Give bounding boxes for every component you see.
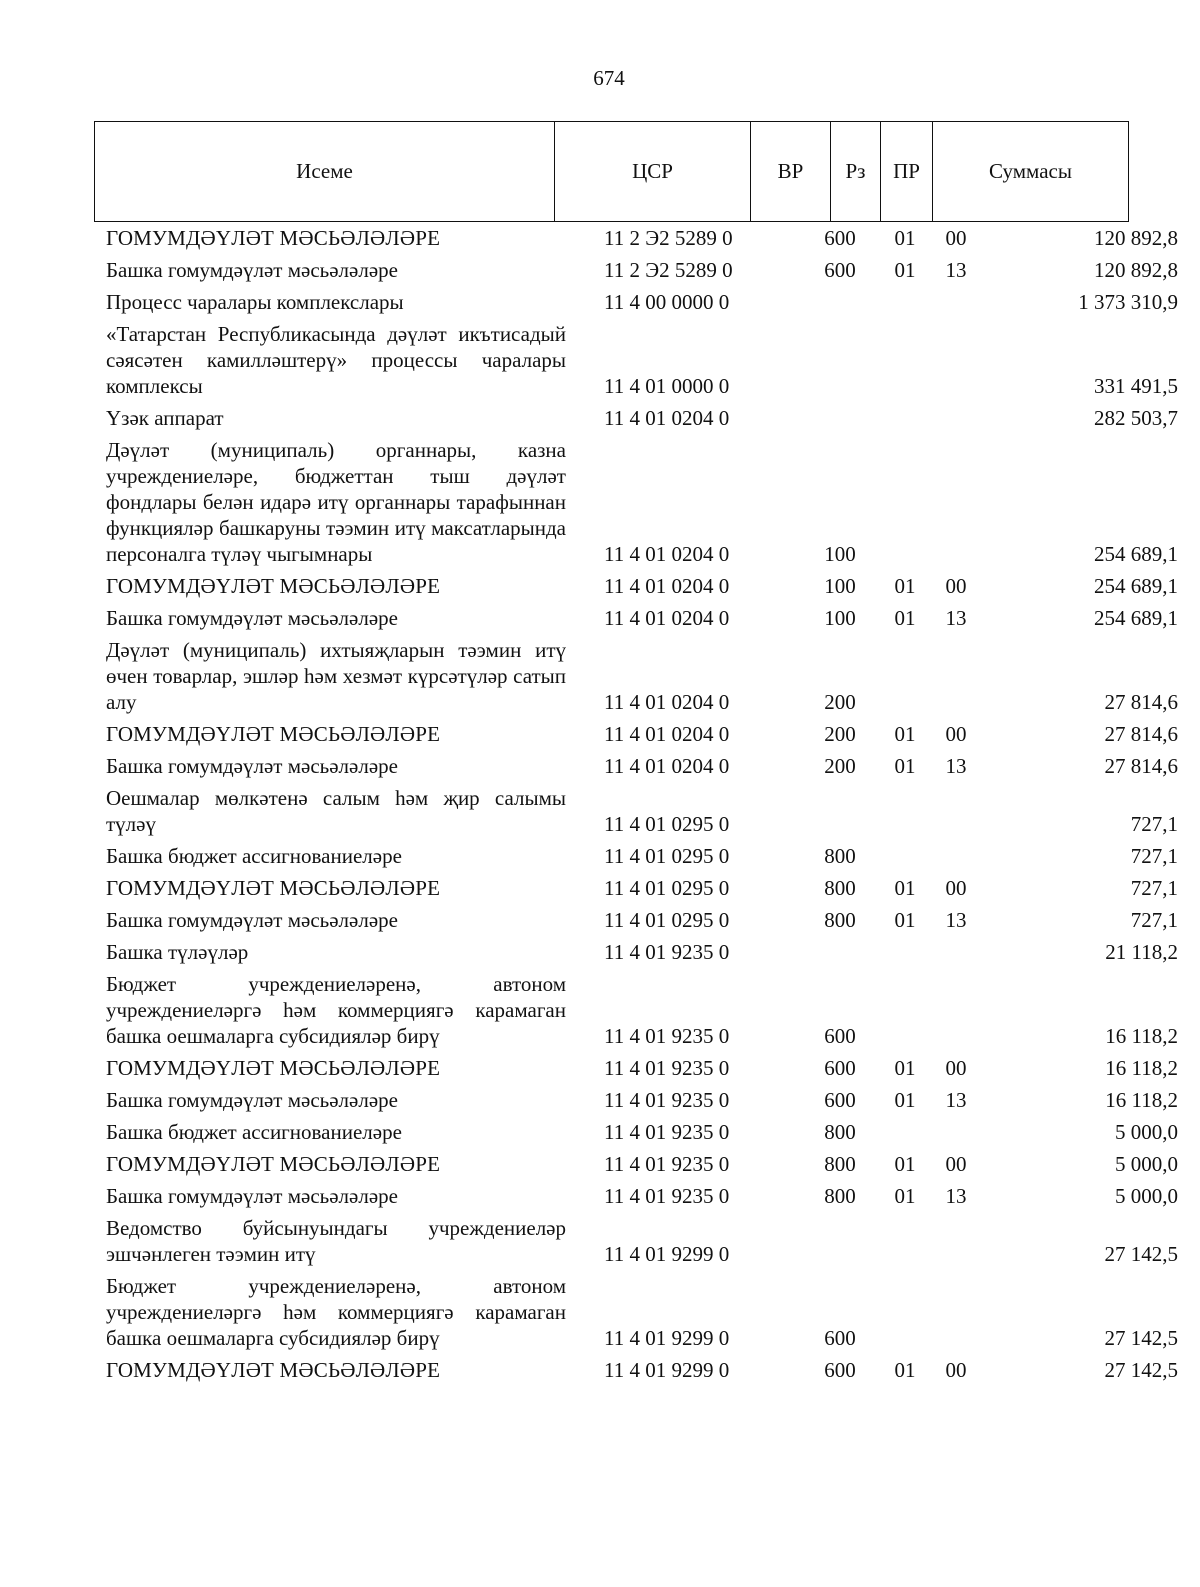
- row-rz: 01: [894, 574, 916, 598]
- row-sum: 27 814,6: [1104, 754, 1178, 778]
- row-pr: 13: [945, 1184, 967, 1208]
- row-pr: 13: [945, 908, 967, 932]
- row-sum: 21 118,2: [1105, 940, 1178, 964]
- row-sum: 254 689,1: [1094, 606, 1178, 630]
- row-name: Дәүләт (муниципаль) ихтыяҗларын тәэмин итү өчен товарлар, эшләр һәм хезмәт күрсәтүләр сатып алу: [106, 638, 566, 714]
- row-sum: 5 000,0: [1115, 1120, 1178, 1144]
- table-row: [94, 634, 1184, 718]
- row-csr: 11 4 01 0295 0: [604, 844, 730, 868]
- row-pr: 00: [945, 1358, 967, 1382]
- row-name: Башка гомумдәүләт мәсьәләләре: [106, 754, 398, 778]
- row-csr: 11 4 01 9299 0: [604, 1358, 730, 1382]
- table-row: [94, 1270, 1184, 1354]
- row-vr: 600: [824, 1024, 856, 1048]
- row-name: ГОМУМДӘҮЛӘТ МӘСЬӘЛӘЛӘРЕ: [106, 1358, 441, 1382]
- row-pr: 00: [945, 876, 967, 900]
- row-csr: 11 4 01 9299 0: [604, 1326, 730, 1350]
- row-csr: 11 4 01 0204 0: [604, 754, 730, 778]
- row-sum: 282 503,7: [1094, 406, 1178, 430]
- row-rz: [880, 318, 930, 402]
- row-sum: 1 373 310,9: [1078, 290, 1178, 314]
- row-pr: [930, 1270, 982, 1354]
- row-name: Бюджет учреждениеләренә, автоном учреждениеләргә һәм коммерциягә карамаган башка оешмаларга субсидияләр бирү: [106, 972, 566, 1048]
- table-row: [94, 222, 1184, 254]
- row-csr: 11 4 00 0000 0: [604, 290, 730, 314]
- row-pr: [930, 782, 982, 840]
- row-sum: 5 000,0: [1115, 1184, 1178, 1208]
- row-vr: 100: [824, 606, 856, 630]
- row-pr: 13: [945, 606, 967, 630]
- row-name: Процесс чаралары комплекслары: [106, 290, 404, 314]
- row-vr: 100: [824, 542, 856, 566]
- row-sum: 27 142,5: [1104, 1326, 1178, 1350]
- row-name: Башка бюджет ассигнованиеләре: [106, 844, 402, 868]
- row-sum: 120 892,8: [1094, 226, 1178, 250]
- row-rz: [880, 782, 930, 840]
- row-vr: 800: [824, 1120, 856, 1144]
- row-csr: 11 4 01 9235 0: [604, 1088, 730, 1112]
- row-pr: [930, 402, 982, 434]
- row-rz: 01: [894, 754, 916, 778]
- row-vr: [800, 286, 880, 318]
- row-pr: 00: [945, 722, 967, 746]
- row-sum: 16 118,2: [1105, 1056, 1178, 1080]
- table-row: [94, 286, 1184, 318]
- row-csr: 11 4 01 0295 0: [604, 876, 730, 900]
- table-row: [94, 904, 1184, 936]
- row-name: Башка гомумдәүләт мәсьәләләре: [106, 606, 398, 630]
- row-sum: 16 118,2: [1105, 1088, 1178, 1112]
- row-sum: 727,1: [1130, 812, 1178, 836]
- row-csr: 11 4 01 0204 0: [604, 690, 730, 714]
- row-pr: [930, 434, 982, 570]
- row-vr: 600: [824, 1088, 856, 1112]
- row-sum: 27 142,5: [1104, 1242, 1178, 1266]
- table-row: [94, 1212, 1184, 1270]
- row-vr: 600: [824, 1326, 856, 1350]
- row-vr: [800, 402, 880, 434]
- row-rz: [880, 936, 930, 968]
- row-sum: 5 000,0: [1115, 1152, 1178, 1176]
- budget-table: [94, 222, 1184, 1386]
- row-vr: 800: [824, 844, 856, 868]
- row-rz: [880, 434, 930, 570]
- row-csr: 11 4 01 0295 0: [604, 812, 730, 836]
- table-row: [94, 872, 1184, 904]
- table-row: [94, 1052, 1184, 1084]
- table-body: [94, 222, 1184, 1386]
- row-csr: 11 2 Э2 5289 0: [604, 258, 733, 282]
- row-name: ГОМУМДӘҮЛӘТ МӘСЬӘЛӘЛӘРЕ: [106, 226, 441, 250]
- row-name: Башка гомумдәүләт мәсьәләләре: [106, 1184, 398, 1208]
- row-vr: 600: [824, 1358, 856, 1382]
- row-pr: [930, 634, 982, 718]
- row-vr: 600: [824, 258, 856, 282]
- column-header-name: Исеме: [95, 122, 555, 222]
- table-row: [94, 434, 1184, 570]
- row-csr: 11 4 01 0204 0: [604, 542, 730, 566]
- table-row: [94, 1116, 1184, 1148]
- row-vr: [800, 936, 880, 968]
- row-csr: 11 4 01 9299 0: [604, 1242, 730, 1266]
- row-sum: 727,1: [1130, 908, 1178, 932]
- row-name: Бюджет учреждениеләренә, автоном учреждениеләргә һәм коммерциягә карамаган башка оешмаларга субсидияләр бирү: [106, 1274, 566, 1350]
- row-vr: [800, 782, 880, 840]
- row-name: Башка гомумдәүләт мәсьәләләре: [106, 908, 398, 932]
- row-name: «Татарстан Республикасында дәүләт икътисадый сәясәтен камилләштерү» процессы чаралары комплексы: [106, 322, 566, 398]
- row-name: ГОМУМДӘҮЛӘТ МӘСЬӘЛӘЛӘРЕ: [106, 574, 441, 598]
- table-row: [94, 402, 1184, 434]
- column-header-vr: ВР: [751, 122, 831, 222]
- row-vr: 800: [824, 1152, 856, 1176]
- row-name: Оешмалар мөлкәтенә салым һәм җир салымы түләү: [106, 786, 566, 836]
- row-pr: 13: [945, 258, 967, 282]
- table-row: [94, 750, 1184, 782]
- row-rz: [880, 1116, 930, 1148]
- row-vr: [800, 1212, 880, 1270]
- row-vr: 100: [824, 574, 856, 598]
- column-header-pr: ПР: [881, 122, 933, 222]
- row-vr: 200: [824, 754, 856, 778]
- row-sum: 331 491,5: [1094, 374, 1178, 398]
- row-pr: [930, 318, 982, 402]
- row-pr: [930, 1116, 982, 1148]
- row-csr: 11 4 01 0204 0: [604, 722, 730, 746]
- row-csr: 11 4 01 9235 0: [604, 1152, 730, 1176]
- column-header-rz: Рз: [831, 122, 881, 222]
- row-sum: 727,1: [1130, 844, 1178, 868]
- row-csr: 11 4 01 9235 0: [604, 1184, 730, 1208]
- row-sum: 27 142,5: [1104, 1358, 1178, 1382]
- row-vr: 800: [824, 876, 856, 900]
- row-vr: [800, 318, 880, 402]
- row-pr: [930, 968, 982, 1052]
- row-rz: [880, 402, 930, 434]
- page-number: 674: [593, 66, 625, 90]
- row-rz: [880, 968, 930, 1052]
- table-row: [94, 318, 1184, 402]
- table-row: [94, 782, 1184, 840]
- table-row: [94, 1084, 1184, 1116]
- row-name: Үзәк аппарат: [106, 406, 224, 430]
- row-csr: 11 4 01 0204 0: [604, 406, 730, 430]
- row-pr: 13: [945, 754, 967, 778]
- row-rz: 01: [894, 226, 916, 250]
- row-sum: 16 118,2: [1105, 1024, 1178, 1048]
- row-csr: 11 2 Э2 5289 0: [604, 226, 733, 250]
- row-rz: [880, 1212, 930, 1270]
- row-name: Башка гомумдәүләт мәсьәләләре: [106, 258, 398, 282]
- row-pr: [930, 286, 982, 318]
- row-sum: 27 814,6: [1104, 690, 1178, 714]
- row-csr: 11 4 01 0204 0: [604, 606, 730, 630]
- row-vr: 600: [824, 226, 856, 250]
- row-rz: 01: [894, 1184, 916, 1208]
- row-csr: 11 4 01 0000 0: [604, 374, 730, 398]
- row-vr: 800: [824, 1184, 856, 1208]
- row-csr: 11 4 01 0204 0: [604, 574, 730, 598]
- row-vr: 800: [824, 908, 856, 932]
- row-name: Башка гомумдәүләт мәсьәләләре: [106, 1088, 398, 1112]
- row-name: ГОМУМДӘҮЛӘТ МӘСЬӘЛӘЛӘРЕ: [106, 722, 441, 746]
- row-sum: 27 814,6: [1104, 722, 1178, 746]
- row-name: ГОМУМДӘҮЛӘТ МӘСЬӘЛӘЛӘРЕ: [106, 1056, 441, 1080]
- table-row: [94, 254, 1184, 286]
- table-row: [94, 1180, 1184, 1212]
- table-row: [94, 602, 1184, 634]
- table-header: [94, 121, 1129, 222]
- row-sum: 727,1: [1130, 876, 1178, 900]
- row-rz: [880, 1270, 930, 1354]
- row-vr: 200: [824, 690, 856, 714]
- row-rz: 01: [894, 1152, 916, 1176]
- table-row: [94, 1354, 1184, 1386]
- row-rz: 01: [894, 606, 916, 630]
- row-rz: 01: [894, 1088, 916, 1112]
- row-sum: 120 892,8: [1094, 258, 1178, 282]
- row-rz: [880, 634, 930, 718]
- row-csr: 11 4 01 9235 0: [604, 1056, 730, 1080]
- table-row: [94, 570, 1184, 602]
- table-row: [94, 1148, 1184, 1180]
- row-name: Дәүләт (муниципаль) органнары, казна учреждениеләре, бюджеттан тыш дәүләт фондлары белән идарә итү органнары тарафыннан функцияләр башкаруны тәэмин итү максатларында персоналга түләү чыгымнары: [106, 438, 566, 566]
- row-pr: 00: [945, 226, 967, 250]
- row-rz: 01: [894, 1358, 916, 1382]
- table-row: [94, 968, 1184, 1052]
- row-rz: [880, 286, 930, 318]
- row-sum: 254 689,1: [1094, 542, 1178, 566]
- column-header-sum: Суммасы: [933, 122, 1129, 222]
- row-pr: [930, 936, 982, 968]
- row-pr: 00: [945, 574, 967, 598]
- row-rz: 01: [894, 876, 916, 900]
- row-pr: [930, 1212, 982, 1270]
- row-rz: 01: [894, 1056, 916, 1080]
- row-name: Ведомство буйсынуындагы учреждениеләр эшчәнлеген тәэмин итү: [106, 1216, 566, 1266]
- row-pr: 13: [945, 1088, 967, 1112]
- row-name: ГОМУМДӘҮЛӘТ МӘСЬӘЛӘЛӘРЕ: [106, 876, 441, 900]
- row-rz: 01: [894, 722, 916, 746]
- row-csr: 11 4 01 9235 0: [604, 940, 730, 964]
- column-header-csr: ЦСР: [555, 122, 751, 222]
- row-vr: 200: [824, 722, 856, 746]
- row-name: ГОМУМДӘҮЛӘТ МӘСЬӘЛӘЛӘРЕ: [106, 1152, 441, 1176]
- row-rz: 01: [894, 258, 916, 282]
- table-row: [94, 936, 1184, 968]
- row-csr: 11 4 01 0295 0: [604, 908, 730, 932]
- row-sum: 254 689,1: [1094, 574, 1178, 598]
- row-vr: 600: [824, 1056, 856, 1080]
- table-row: [94, 840, 1184, 872]
- table-row: [94, 718, 1184, 750]
- row-csr: 11 4 01 9235 0: [604, 1024, 730, 1048]
- row-name: Башка бюджет ассигнованиеләре: [106, 1120, 402, 1144]
- row-pr: 00: [945, 1152, 967, 1176]
- row-pr: [930, 840, 982, 872]
- row-rz: [880, 840, 930, 872]
- row-name: Башка түләүләр: [106, 940, 249, 964]
- row-rz: 01: [894, 908, 916, 932]
- row-csr: 11 4 01 9235 0: [604, 1120, 730, 1144]
- row-pr: 00: [945, 1056, 967, 1080]
